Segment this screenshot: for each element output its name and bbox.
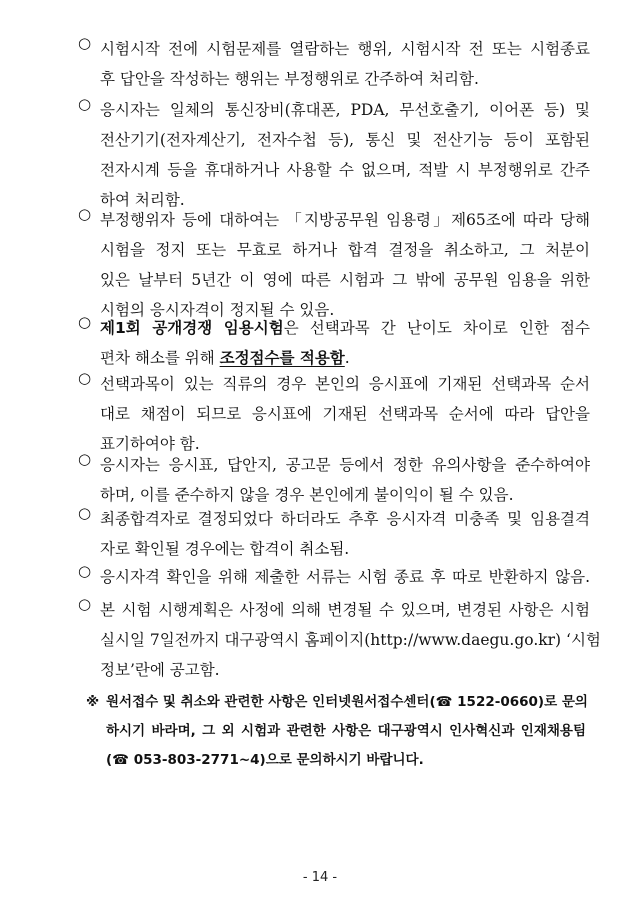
item-text-line: 자로 확인될 경우에는 합격이 취소됨.: [100, 540, 350, 558]
notice-item-1: [78, 34, 590, 94]
item-text-line: 선택과목이 있는 직류의 경우 본인의 응시표에 기재된 선택과목 순서: [100, 375, 590, 393]
note-line: [86, 688, 586, 717]
note-text-span: 원서접수 및 취소와 관련한 사항은 인터넷원서접수센터(: [106, 694, 436, 710]
exam-name-bold: 제1회 공개경쟁 임용시험: [100, 319, 284, 337]
item-text-line: 있은 날부터 5년간 이 영에 따른 시험과 그 밖에 공무원 임용을 위한: [100, 271, 590, 289]
bullet-icon: ○: [78, 562, 92, 580]
bullet-icon: ○: [78, 450, 92, 468]
note-line: 하시기 바라며, 그 외 시험과 관련한 사항은 대구광역시 인사혁신과 인재채용팀: [106, 723, 586, 739]
item-text-line: 시험의 응시자격이 정지될 수 있음.: [100, 301, 335, 319]
item-text-line: 응시자는 일체의 통신장비(휴대폰, PDA, 무선호출기, 이어폰 등) 및: [100, 101, 590, 119]
note-text-span: 053-803-2771~4)으로 문의하시기 바랍니다.: [129, 752, 424, 768]
note-text-span: (: [106, 752, 113, 768]
note-line: [86, 746, 586, 775]
item-text-span: 편차 해소를 위해: [100, 349, 220, 367]
page-number: - 14 -: [302, 870, 338, 885]
item-text-line: 후 답안을 작성하는 행위는 부정행위로 간주하여 처리함.: [100, 70, 479, 88]
telephone-icon: ☎: [435, 694, 453, 710]
reference-mark-icon: ※: [86, 694, 100, 710]
notice-item-9: [78, 595, 601, 685]
item-text-line: 시험을 정지 또는 무효로 하거나 합격 결정을 취소하고, 그 처분이: [100, 241, 590, 259]
item-text-line: 하여 처리함.: [100, 191, 185, 209]
item-text-line: 응시자는 응시표, 답안지, 공고문 등에서 정한 유의사항을 준수하여야: [100, 456, 590, 474]
notice-item-6: [78, 450, 590, 510]
item-text-line: 표기하여야 함.: [100, 435, 200, 453]
item-text-line: 하며, 이를 준수하지 않을 경우 본인에게 불이익이 될 수 있음.: [100, 486, 514, 504]
notice-item-5: [78, 369, 590, 459]
notice-item-7: [78, 504, 590, 564]
adjusted-score-bold: 조정점수를 적용함: [219, 349, 345, 367]
bullet-icon: ○: [78, 369, 92, 387]
item-text-line: 전자시계 등을 휴대하거나 사용할 수 없으며, 적발 시 부정행위로 간주: [100, 161, 590, 179]
notice-item-3: [78, 205, 590, 325]
bullet-icon: ○: [78, 34, 92, 52]
notice-item-4: [78, 313, 590, 373]
item-text-line: 대로 채점이 되므로 응시표에 기재된 선택과목 순서에 따라 답안을: [100, 405, 590, 423]
item-text-line: 본 시험 시행계획은 사정에 의해 변경될 수 있으며, 변경된 사항은 시험: [100, 601, 590, 619]
bullet-icon: ○: [78, 595, 92, 613]
note-text-span: 1522-0660)로 문의: [452, 694, 588, 710]
telephone-icon: ☎: [112, 752, 129, 768]
bullet-icon: ○: [78, 95, 92, 113]
item-text-span: .: [344, 349, 350, 367]
notice-item-8: [78, 562, 590, 592]
item-text-line: [78, 313, 590, 343]
item-text-line: 응시자격 확인을 위해 제출한 서류는 시험 종료 후 따로 반환하지 않음.: [100, 568, 590, 586]
item-text-line: 전산기기(전자계산기, 전자수첩 등), 통신 및 전산기능 등이 포함된: [100, 131, 590, 149]
notice-item-2: [78, 95, 590, 215]
item-text-line: 시험시작 전에 시험문제를 열람하는 행위, 시험시작 전 또는 시험종료: [100, 40, 590, 58]
item-text-line: 부정행위자 등에 대하여는 「지방공무원 임용령」제65조에 따라 당해: [100, 211, 590, 229]
bullet-icon: ○: [78, 504, 92, 522]
item-text-line: 정보’란에 공고함.: [100, 661, 220, 679]
item-text-line: 최종합격자로 결정되었다 하더라도 추후 응시자격 미충족 및 임용결격: [100, 510, 590, 528]
item-text-span: 은 선택과목 간 난이도 차이로 인한 점수: [283, 319, 590, 337]
contact-note: [86, 688, 586, 775]
bullet-icon: ○: [78, 313, 92, 331]
bullet-icon: ○: [78, 205, 92, 223]
item-text-line: 실시일 7일전까지 대구광역시 홈페이지(http://www.daegu.go.kr) ‘시험: [100, 631, 601, 649]
